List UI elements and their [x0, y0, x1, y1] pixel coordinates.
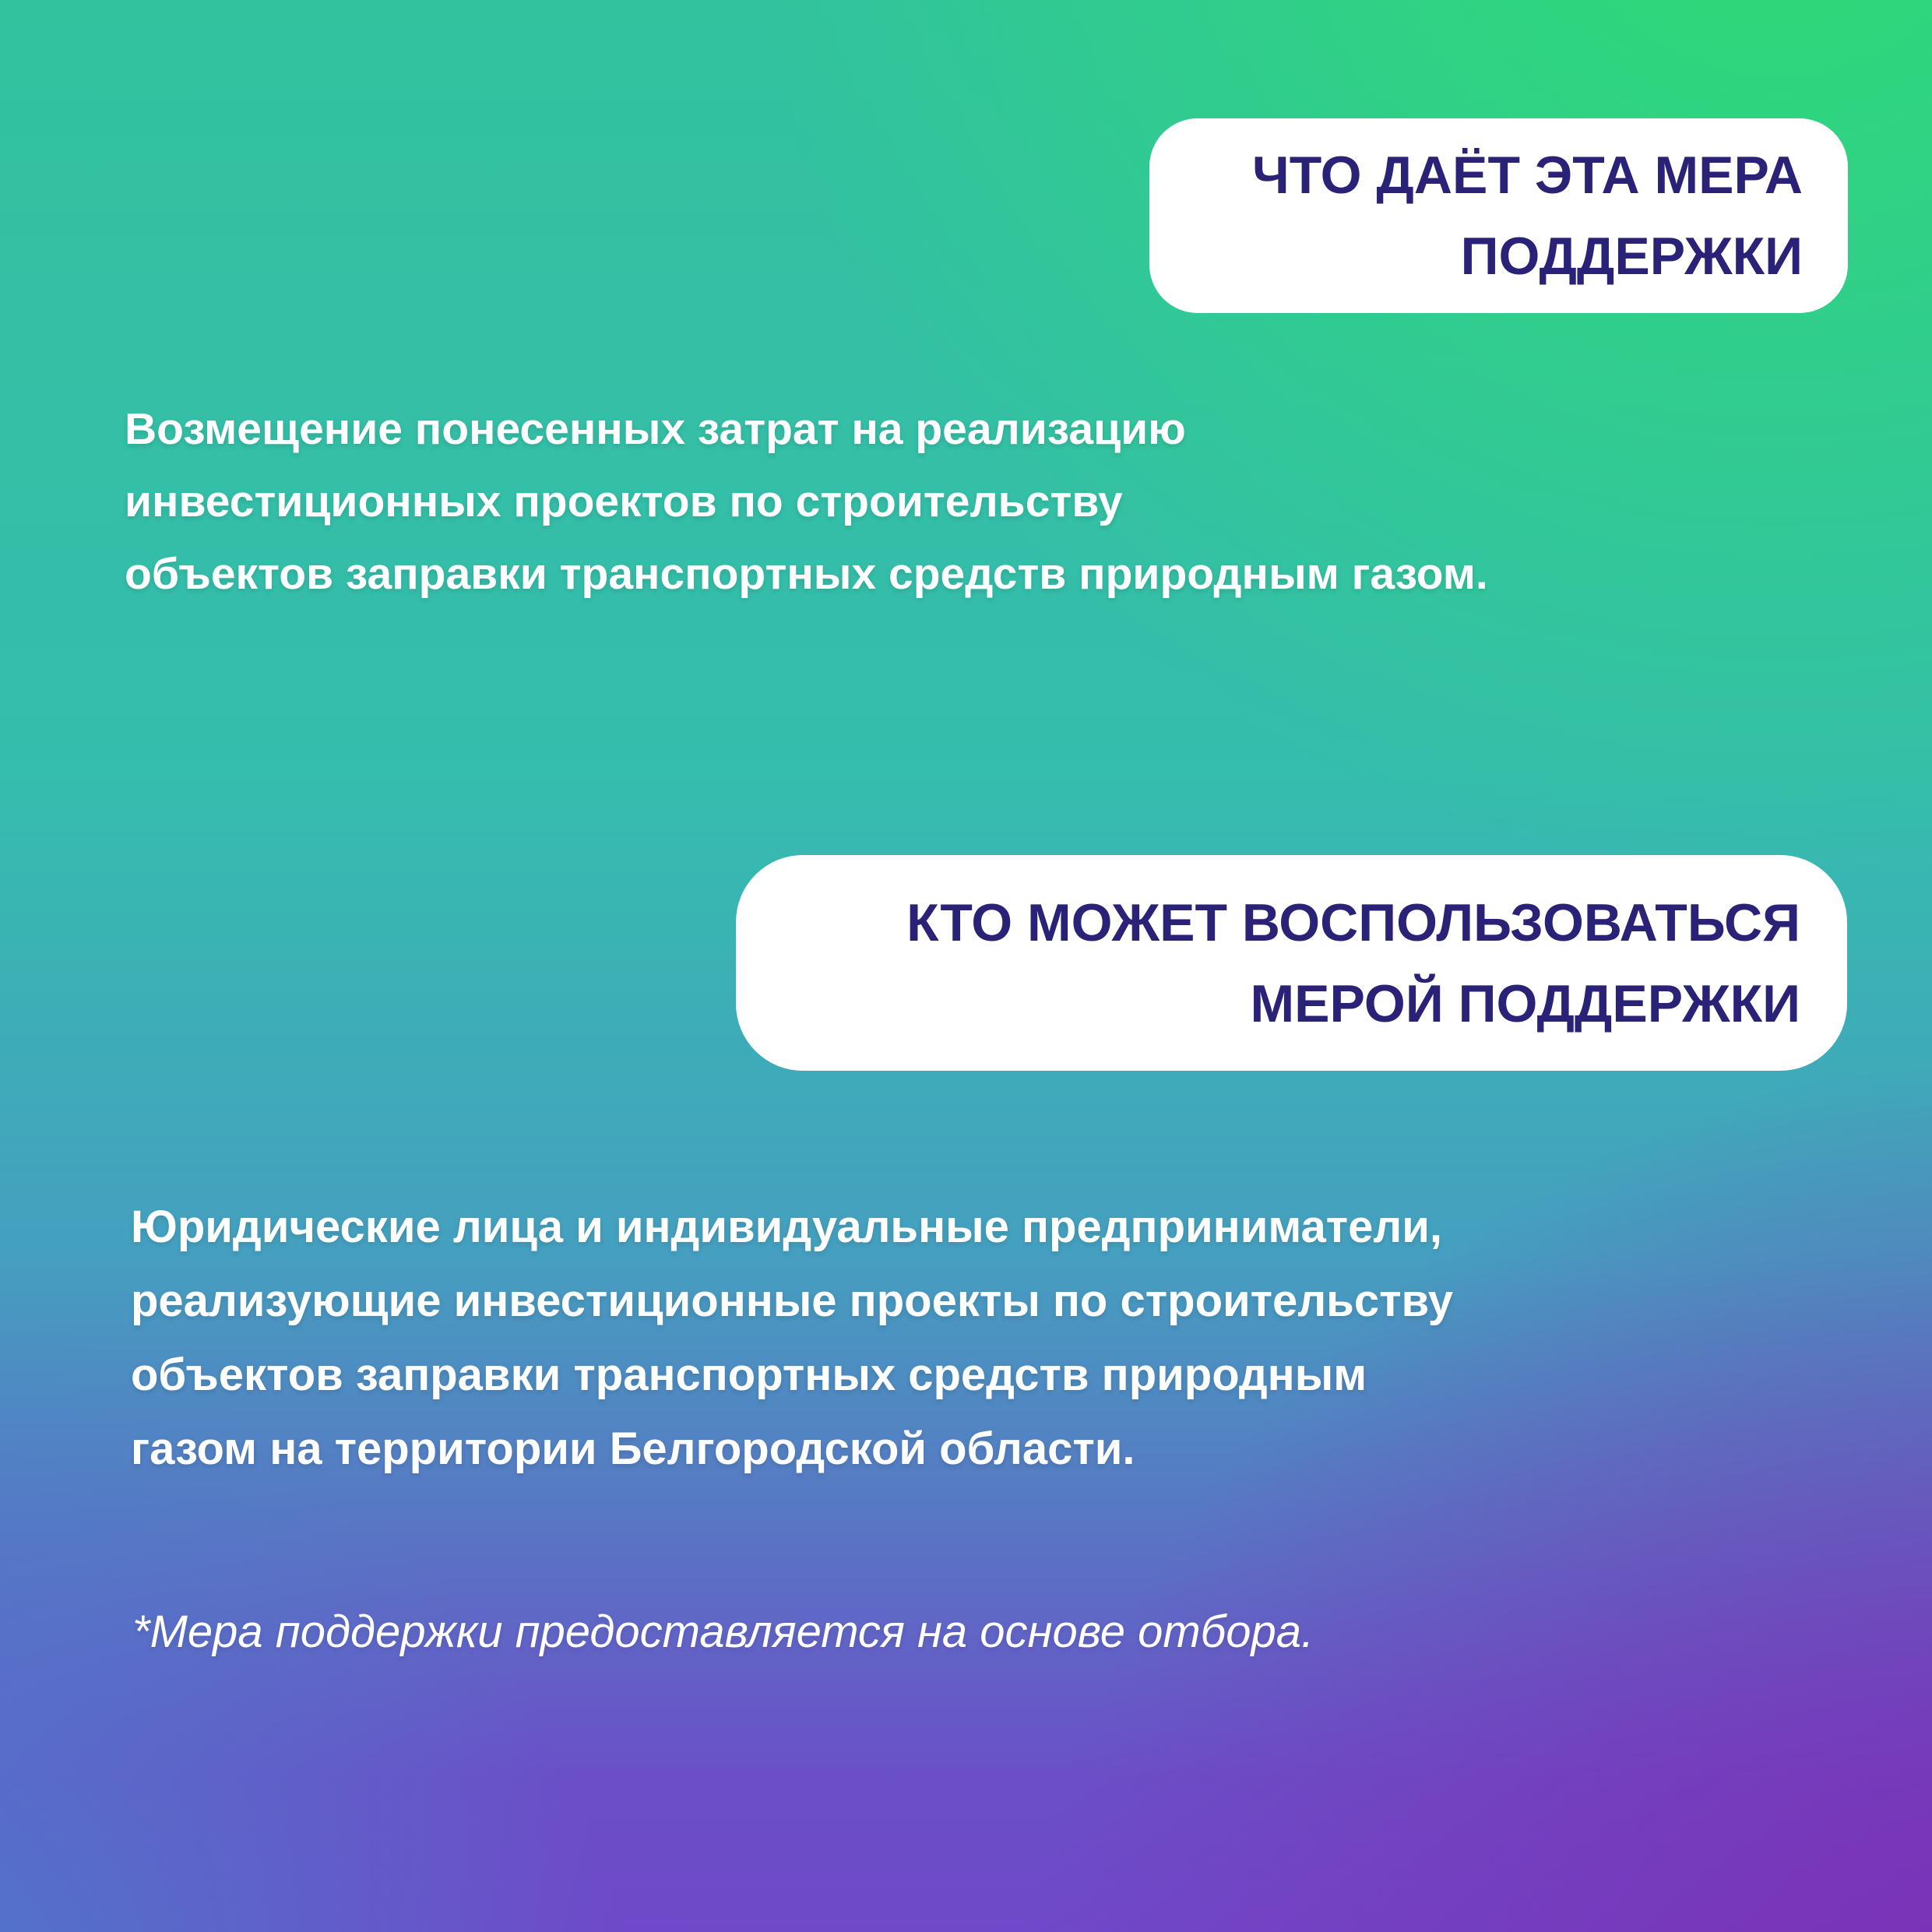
paragraph-eligibility-description — [131, 1190, 1453, 1486]
badge-heading-line: МЕРОЙ ПОДДЕРЖКИ — [1250, 973, 1800, 1033]
paragraph-line: Юридические лица и индивидуальные предприниматели, — [131, 1202, 1443, 1252]
badge-who-can-use — [736, 855, 1847, 1071]
badge-heading-line: КТО МОЖЕТ ВОСПОЛЬЗОВАТЬСЯ — [906, 892, 1800, 952]
paragraph-line: Возмещение понесенных затрат на реализацию — [125, 404, 1186, 454]
paragraph-line: объектов заправки транспортных средств природным — [131, 1350, 1367, 1400]
badge-heading-line: ПОДДЕРЖКИ — [1460, 227, 1803, 286]
badge-what-support-gives — [1149, 118, 1848, 313]
footnote-selection-note: *Мера поддержки предоставляется на основе отбора. — [132, 1606, 1314, 1657]
badge-heading-line: ЧТО ДАЁТ ЭТА МЕРА — [1252, 146, 1803, 205]
paragraph-line: реализующие инвестиционные проекты по строительству — [131, 1276, 1453, 1326]
paragraph-support-description — [125, 393, 1488, 611]
paragraph-line: объектов заправки транспортных средств природным газом. — [125, 549, 1488, 599]
paragraph-line: инвестиционных проектов по строительству — [125, 477, 1123, 526]
paragraph-line: газом на территории Белгородской области. — [131, 1423, 1135, 1474]
